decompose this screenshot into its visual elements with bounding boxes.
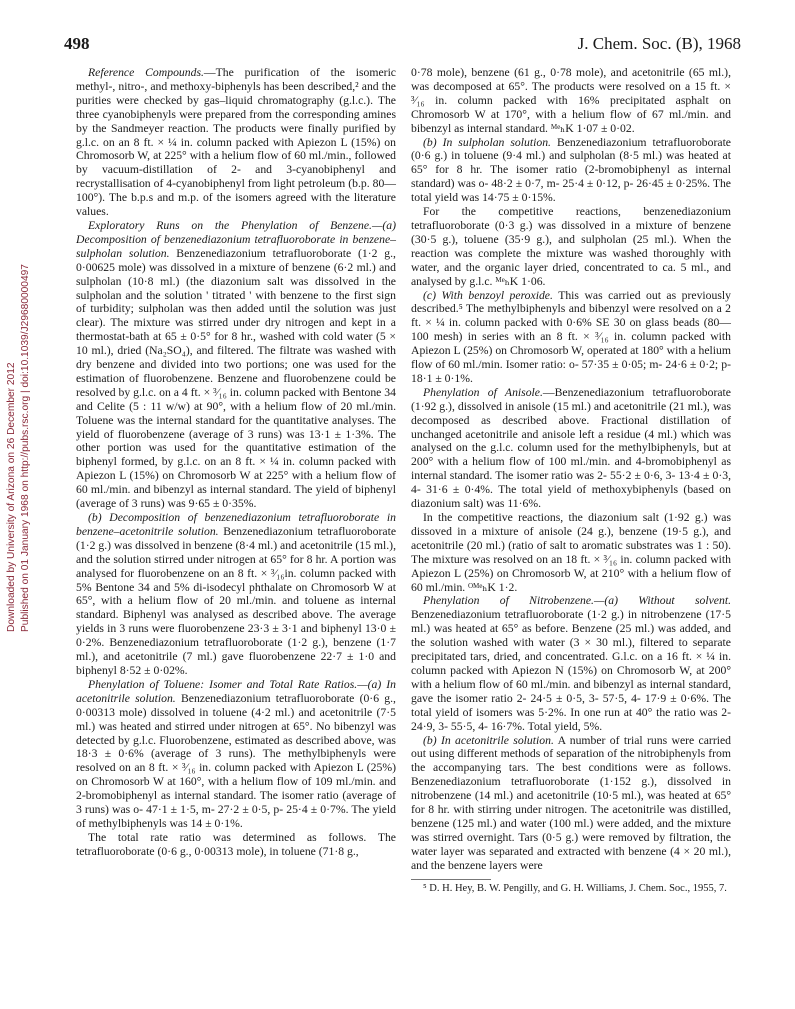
paragraph	[411, 511, 731, 594]
subsection-heading: —(a) Without solvent.	[593, 594, 731, 608]
paragraph	[411, 205, 731, 288]
paragraph-text: 0·78 mole), benzene (61 g., 0·78 mole), and acetonitrile (65 ml.), was decomposed at 65°. The products were resolved on a 15 ft. × ³⁄₁₆ in. column packed with 16% precipitated asphalt on Chromosorb W at 170°, with a helium flow of 67 ml./min. and bibenzyl as internal standard. ᴹᵉₕK 1·07 ± 0·02.	[411, 66, 731, 135]
paragraph-text: The total rate ratio was determined as follows. The tetrafluoroborate (0·6 g., 0·00313 mole), in toluene (71·8 g.,	[76, 830, 396, 858]
paragraph-text: In the competitive reactions, the diazonium salt (1·92 g.) was dissoved in a mixture of anisole (24 g.), benzene (19·5 g.), and acetonitrile (20 ml.) (ratio of salt to aromatic substrates was 1 : 50). The mixture was resolved on an 18 ft. × ³⁄₁₆ in. column packed with Apiezon L (25%) on Chromosorb W, at 210° with a helium flow of 60 ml./min. ᴼᴹᵉₕK 1·2.	[411, 511, 731, 594]
page-header	[64, 34, 741, 58]
left-column	[76, 66, 396, 859]
paragraph	[76, 831, 396, 859]
section-heading: Phenylation of Anisole.	[423, 385, 543, 399]
paragraph-text: Benzenediazonium tetrafluoroborate (1·2 g.) was dissolved in benzene (8·4 ml.) and acetonitrile (15 ml.), and the solution stirred under nitrogen at 65° for 8 hr. A portion was analysed for fluorobenzene on an 8 ft. × ³⁄₁₆in. column packed with 5% Bentone 34 and 5% di-isodecyl phthalate on Chromosorb W at 65°, with a helium flow of 20 ml./min. and toluene as internal standard. Biphenyl was analysed as described above. The average yields in 3 runs were fluorobenzene 23·3 ± 3·1 and biphenyl 13·0 ± 0·2%. Benzenediazonium tetrafluoroborate (1·2 g.), benzene (1·7 ml.), and acetonitrile (7 ml.) gave fluorobenzene 22·7 ± 1·0 and biphenyl 8·52 ± 0·02%.	[76, 524, 397, 677]
paragraph-text: Benzenediazonium tetrafluoroborate (0·6 g., 0·00313 mole) dissolved in toluene (4·2 ml.) and acetonitrile (7·5 ml.) was heated and stirred under nitrogen at 65°. No bibenzyl was detected by g.l.c. Fluorobenzene, estimated as described above, was 18·3 ± 0·6% (average of 3 runs). The methylbiphenyls were resolved on an 8 ft. × ³⁄₁₆ in. column packed with Apiezon L (25%) on Chromosorb W at 160°, with a helium flow of 109 ml./min. and 2-bromobiphenyl as internal standard. The isomer ratio (average of 3 runs) was o- 47·1 ± 1·5, m- 27·2 ± 0·5, p- 25·4 ± 0·7%. The yield of methylbiphenyls was 14 ± 0·1%.	[76, 691, 396, 830]
paragraph	[411, 386, 731, 511]
paragraph	[411, 734, 731, 873]
subsection-heading: (b) Decomposition of benzenediazonium tetrafluoroborate in benzene–acetonitrile solution.	[76, 511, 396, 538]
paragraph	[76, 678, 396, 831]
section-heading: Phenylation of Nitrobenzene.	[423, 594, 594, 608]
subsection-heading: (b) In sulpholan solution.	[423, 135, 551, 149]
paragraph	[76, 66, 396, 219]
paragraph	[411, 289, 731, 386]
subsection-heading: —(a) In acetonitrile solution.	[76, 677, 396, 705]
footnote-divider	[411, 879, 491, 880]
subsection-heading: (b) In acetonitrile solution.	[423, 733, 554, 747]
paragraph-text: —The purification of the isomeric methyl-, nitro-, and methoxy-biphenyls has been described,² and the purities were checked by gas–liquid chromatography (g.l.c.). The three cyanobiphenyls were prepared from the corresponding amines by the Sandmeyer reaction. The products were finally purified by g.l.c. on an 8 ft. × ¼ in. column packed with Apiezon L (15%) on Chromosorb W, at 225° with a helium flow of 60 ml./min., followed by vacuum-distillation of 2- and 3-cyanobiphenyl and recrystallisation of 4-cyanobiphenyl from light petroleum (b.p. 80—100°). The b.p.s and m.p. of the isomers agreed with the literature values.	[76, 66, 396, 219]
page-number: 498	[64, 34, 90, 53]
download-notice: Downloaded by University of Arizona on 26 December 2012	[6, 362, 17, 632]
paragraph-text: —Benzenediazonium tetrafluoroborate (1·92 g.), dissolved in anisole (15 ml.) and acetonitrile (21 ml.), was decomposed as described above. Fractional distillation of unchanged acetonitrile and anisole left a residue (4 ml.) which was analysed on the g.l.c. column used for the methylbiphenyls, but at 200° with a helium flow of 100 ml./min. and 4-bromobiphenyl as internal standard. The isomer ratio was 2- 55·2 ± 0·6, 3- 13·4 ± 0·3, 4- 31·6 ± 0·4%. The total yield of methoxybiphenyls (based on diazonium salt) was 11·6%.	[411, 385, 731, 511]
download-watermark	[6, 112, 40, 632]
paragraph-text: For the competitive reactions, benzenediazonium tetrafluoroborate (0·3 g.) was dissolved in a mixture of benzene (30·5 g.), toluene (35·9 g.), and sulpholan (25 ml.). When the reaction was complete the mixture was washed thoroughly with water, and the organic layer dried, concentrated to ca. 5 ml., and analysed by g.l.c. ᴹᵉₕK 1·06.	[411, 205, 731, 288]
section-heading: Phenylation of Toluene: Isomer and Total Rate Ratios.	[88, 677, 358, 691]
subsection-heading: (c) With benzoyl peroxide.	[423, 288, 553, 302]
subsection-heading: —(a) Decomposition of benzenediazonium tetrafluoroborate in benzene–sulpholan solution.	[76, 218, 396, 260]
paragraph	[76, 219, 396, 511]
paragraph	[411, 594, 731, 733]
section-heading: Reference Compounds.	[88, 66, 204, 79]
paragraph	[76, 511, 396, 678]
paragraph-text: This was carried out as previously described.⁵ The methylbiphenyls and bibenzyl were resolved on a 2 ft. × ¼ in. column packed with 0·6% SE 30 on glass beads (80—100 mesh) in series with an 8 ft. × ³⁄₁₆ in. column packed with Apiezon L (25%) on Chromosorb W, operated at 180° with a helium flow of 60 ml./min. Isomer ratio: o- 57·35 ± 0·05; m- 24·6 ± 0·2; p- 18·1 ± 0·1%.	[411, 288, 731, 385]
paragraph-text: Benzenediazonium tetrafluoroborate (0·6 g.) in toluene (9·4 ml.) and sulpholan (8·5 ml.) was heated at 65° for 8 hr. The isomer ratio (2-bromobiphenyl as internal standard) was o- 48·2 ± 0·7, m- 25·4 ± 0·12, p- 26·45 ± 0·25%. The total yield was 14·75 ± 0·15%.	[411, 135, 731, 205]
paragraph	[411, 136, 731, 206]
section-heading: Exploratory Runs on the Phenylation of Benzene.	[88, 218, 372, 232]
doi-link[interactable]: Published on 01 January 1968 on http://pubs.rsc.org | doi:10.1039/J29680000497	[20, 264, 31, 632]
paragraph	[411, 66, 731, 136]
paragraph-text: A number of trial runs were carried out using different methods of separation of the nitrobiphenyls from the accompanying tars. The best conditions were as follows. Benzenediazonium tetrafluoroborate (1·152 g.), dissolved in nitrobenzene (14 ml.) and acetonitrile (10·5 ml.), was heated at 65° for 8 hr. with stirring under nitrogen. The acetonitrile was distilled, benzene (125 ml.) and water (100 ml.) were added, and the mixture was stirred overnight. Tars (0·5 g.) were removed by filtration, the water layer was separated and extracted with benzene (4 × 20 ml.), and the benzene layers were	[411, 733, 731, 872]
paragraph-text: Benzenediazonium tetrafluoroborate (1·2 g.) in nitrobenzene (17·5 ml.) was heated at 65° as before. Benzene (25 ml.) was added, and the solution washed with water (3 × 30 ml.), filtered to separate precipitated tars, dried, and concentrated. G.l.c. on a 16 ft. × ¼ in. column packed with Apiezon N (15%) on Chromosorb W, at 200° with a helium flow of 60 ml./min. and bibenzyl as internal standard, gave the isomer ratio 2- 24·5 ± 0·5, 3- 57·5, 4- 17·9 ± 0·6%. The total yield of isomers was 5·2%. In one run at 40° the ratio was 2- 24·9, 3- 55·5, 4- 16·7%. Total yield, 5%.	[411, 608, 731, 733]
right-column	[411, 66, 731, 895]
journal-citation: J. Chem. Soc. (B), 1968	[577, 34, 741, 53]
footnote: ⁵ D. H. Hey, B. W. Pengilly, and G. H. Williams, J. Chem. Soc., 1955, 7.	[423, 882, 727, 894]
paragraph-text: Benzenediazonium tetrafluoroborate (1·2 g., 0·00625 mole) was dissolved in a mixture of benzene (6·2 ml.) and sulpholan (10·8 ml.) (the diazonium salt was dissolved in the sulpholan and the solution ' titrated ' with benzene to the first sign of turbidity; sulpholan was then added until the solution was just clear). The mixture was stirred under dry nitrogen and kept in a thermostat-bath at 65 ± 0·5° for 8 hr., washed with cold water (5 × 10 ml.), dried (Na₂SO₄), and filtered. The filtrate was washed with dry benzene and divided into two portions; one was used for the estimation of fluorobenzene. Benzene and fluorobenzene could be resolved by g.l.c. on a 4 ft. × ³⁄₁₆ in. column packed with Bentone 34 and Celite (5 : 11 w/w) at 90°, with a helium flow of 20 ml./min. Toluene was the internal standard for the quantitative analyses. The yield of fluorobenzene (average of 3 runs) was 13·1 ± 1·3%. The other portion was used for the quantitative estimation of the biphenyl formed, by g.l.c. on an 8 ft. × ¼ in. column packed with Apiezon L (15%) on Chromosorb W at 225° with a helium flow of 60 ml./min. and bibenzyl as internal standard. The yield of biphenyl (average of 3 runs) was 9·65 ± 0·35%.	[76, 246, 396, 511]
